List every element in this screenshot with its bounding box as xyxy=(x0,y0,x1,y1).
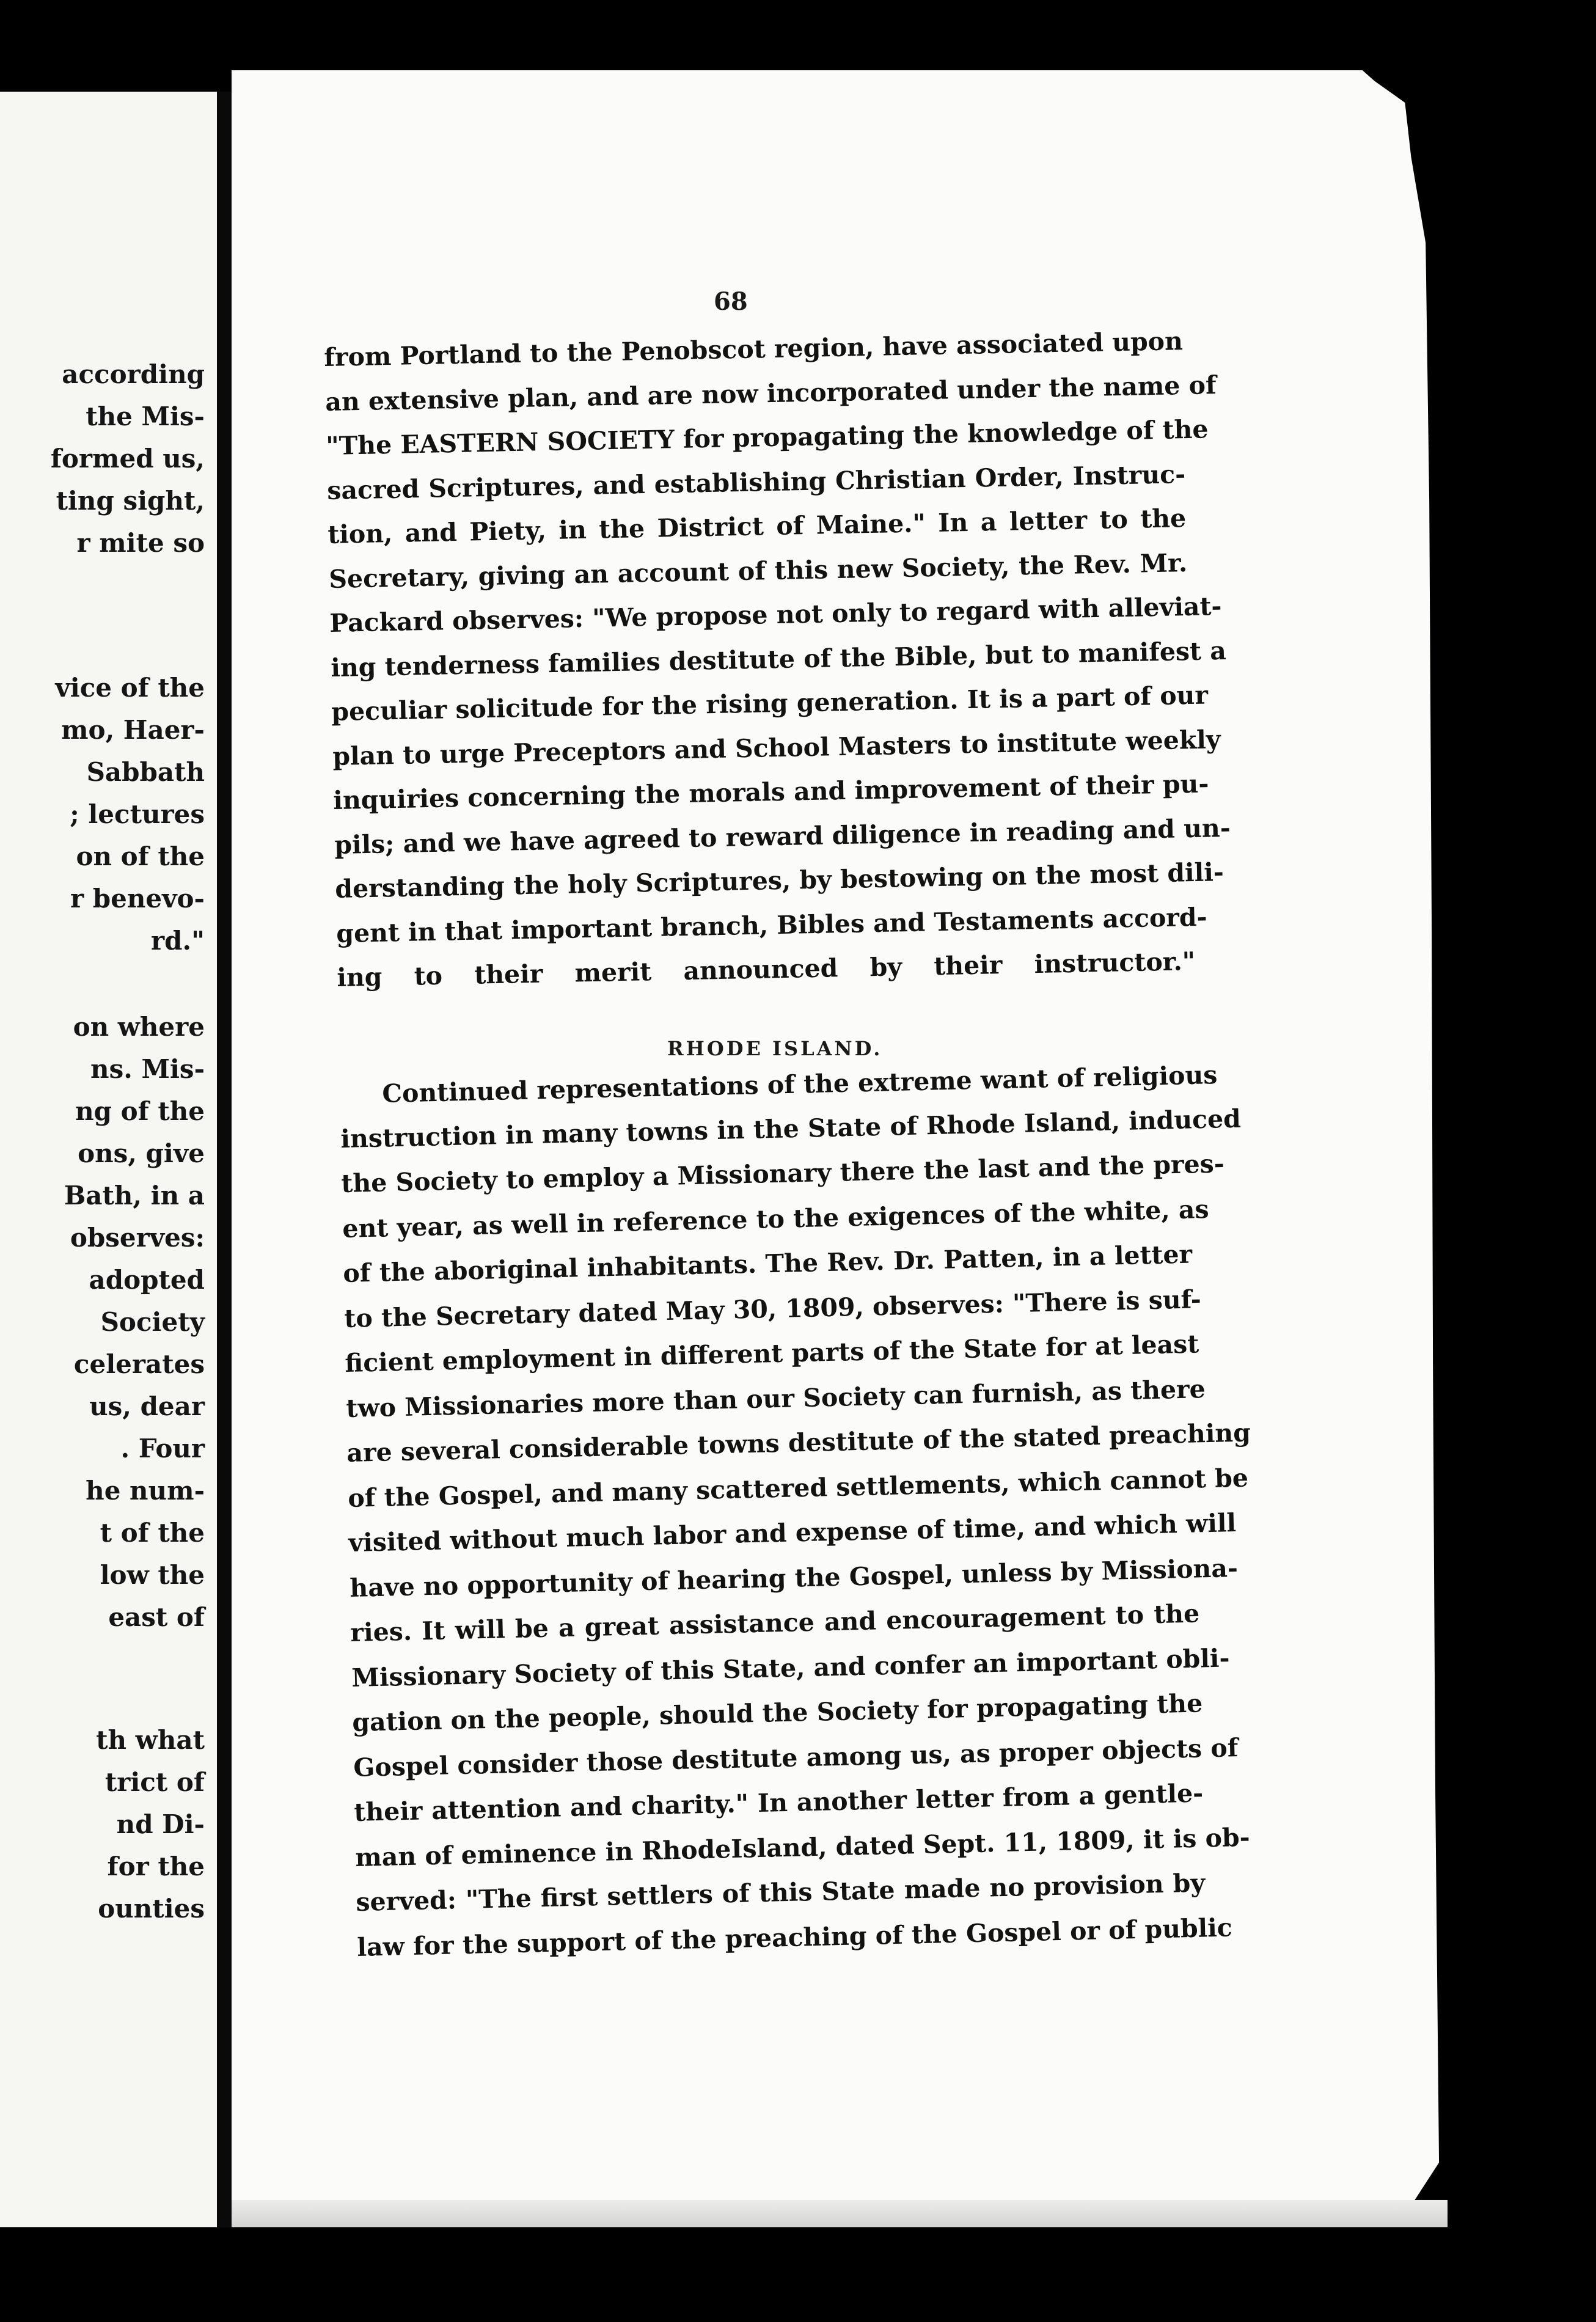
text-line: ficient employment in different parts of the State for at least xyxy=(344,1329,1199,1378)
left-page-line: t of the xyxy=(100,1518,205,1548)
text-line: derstanding the holy Scriptures, by bestowing on the most dili- xyxy=(334,857,1224,904)
left-page-line: ns. Mis- xyxy=(90,1054,205,1084)
left-page-line: ounties xyxy=(98,1894,205,1924)
text-line: Continued representations of the extreme want of religious xyxy=(381,1060,1218,1108)
left-page-line: . Four xyxy=(120,1434,205,1463)
text-line: inquiries concerning the morals and improvement of their pu- xyxy=(332,769,1209,815)
text-line: of the aboriginal inhabitants. The Rev. Dr. Patten, in a letter xyxy=(342,1239,1193,1288)
text-line: have no opportunity of hearing the Gospel, unless by Missiona- xyxy=(349,1553,1238,1603)
section-heading: RHODE ISLAND. xyxy=(667,1037,883,1060)
text-line: of the Gospel, and many scattered settlements, which cannot be xyxy=(347,1463,1248,1513)
text-line: ries. It will be a great assistance and encouragement to the xyxy=(350,1599,1200,1647)
left-page-line: us, dear xyxy=(89,1391,205,1421)
text-line: ing to their merit announced by their instructor." xyxy=(336,947,1196,992)
text-line: man of eminence in RhodeIsland, dated Sept. 11, 1809, it is ob- xyxy=(354,1822,1250,1872)
text-line: from Portland to the Penobscot region, have associated upon xyxy=(323,326,1184,372)
left-page-line: the Mis- xyxy=(86,401,205,431)
text-line: their attention and charity." In another letter from a gentle- xyxy=(353,1778,1204,1827)
left-page-line: Society xyxy=(100,1307,205,1337)
left-page-line: rd." xyxy=(151,926,205,956)
left-page-line: low the xyxy=(100,1560,205,1590)
left-page-line: according xyxy=(62,359,205,389)
left-page-line: east of xyxy=(108,1602,205,1632)
left-page-line: for the xyxy=(107,1851,205,1881)
page-bottom-edge xyxy=(232,2200,1448,2227)
left-page-line: ng of the xyxy=(75,1096,205,1126)
text-line: Missionary Society of this State, and confer an important obli- xyxy=(351,1643,1230,1693)
text-line: gation on the people, should the Society for propagating the xyxy=(351,1688,1203,1737)
text-line: pils; and we have agreed to reward diligence in reading and un- xyxy=(334,813,1231,860)
text-line: sacred Scriptures, and establishing Christian Order, Instruc- xyxy=(326,459,1186,505)
text-line: to the Secretary dated May 30, 1809, observes: "There is suf- xyxy=(343,1284,1201,1333)
text-line: law for the support of the preaching of the Gospel or of public xyxy=(356,1912,1232,1962)
book-gutter xyxy=(217,92,232,2227)
left-page-line: trict of xyxy=(104,1767,205,1797)
left-page-line: th what xyxy=(96,1725,205,1755)
text-line: the Society to employ a Missionary there the last and the pres- xyxy=(340,1149,1225,1198)
left-page-line: observes: xyxy=(70,1223,205,1253)
left-page-line: ; lectures xyxy=(70,799,205,829)
text-line: two Missionaries more than our Society can furnish, as there xyxy=(345,1374,1206,1423)
text-line: Gospel consider those destitute among us, as proper objects of xyxy=(353,1732,1239,1782)
text-line: plan to urge Preceptors and School Masters to institute weekly xyxy=(332,724,1221,771)
left-page-line: Sabbath xyxy=(86,757,205,787)
left-page-line: ting sight, xyxy=(56,486,205,516)
text-line: tion, and Piety, in the District of Maine." In a letter to the xyxy=(327,504,1187,549)
text-line: are several considerable towns destitute of the stated preaching xyxy=(346,1418,1251,1468)
page-number: 68 xyxy=(714,287,748,316)
left-page-line: celerates xyxy=(73,1349,205,1379)
text-line: an extensive plan, and are now incorporated under the name of xyxy=(324,370,1217,417)
text-line: peculiar solicitude for the rising generation. It is a part of our xyxy=(331,680,1209,727)
left-page-line: Bath, in a xyxy=(64,1181,205,1210)
text-line: ing tenderness families destitute of the Bible, but to manifest a xyxy=(330,635,1226,683)
left-page-line: he num- xyxy=(86,1476,205,1506)
left-page-line: on where xyxy=(73,1012,205,1042)
text-line: ent year, as well in reference to the exigences of the white, as xyxy=(342,1194,1209,1243)
left-page-line: ons, give xyxy=(78,1138,205,1168)
text-line: visited without much labor and expense of time, and which will xyxy=(348,1508,1237,1558)
text-line: Packard observes: "We propose not only to regard with alleviat- xyxy=(329,591,1222,638)
left-page-line: r benevo- xyxy=(70,884,205,914)
left-page-line: formed us, xyxy=(50,444,205,474)
text-line: served: "The first settlers of this State made no provision by xyxy=(355,1868,1206,1917)
left-page-line: r mite so xyxy=(76,528,205,558)
text-line: Secretary, giving an account of this new Society, the Rev. Mr. xyxy=(328,548,1188,594)
text-line: gent in that important branch, Bibles and Testaments accord- xyxy=(335,902,1207,948)
left-page-line: adopted xyxy=(89,1265,205,1295)
left-page-line: vice of the xyxy=(55,673,205,703)
left-page-line: mo, Haer- xyxy=(61,715,205,745)
text-line: "The EASTERN SOCIETY for propagating the knowledge of the xyxy=(325,414,1209,461)
text-line: instruction in many towns in the State of Rhode Island, induced xyxy=(340,1104,1241,1154)
left-page-line: on of the xyxy=(76,841,205,871)
left-page-line: nd Di- xyxy=(116,1809,205,1839)
